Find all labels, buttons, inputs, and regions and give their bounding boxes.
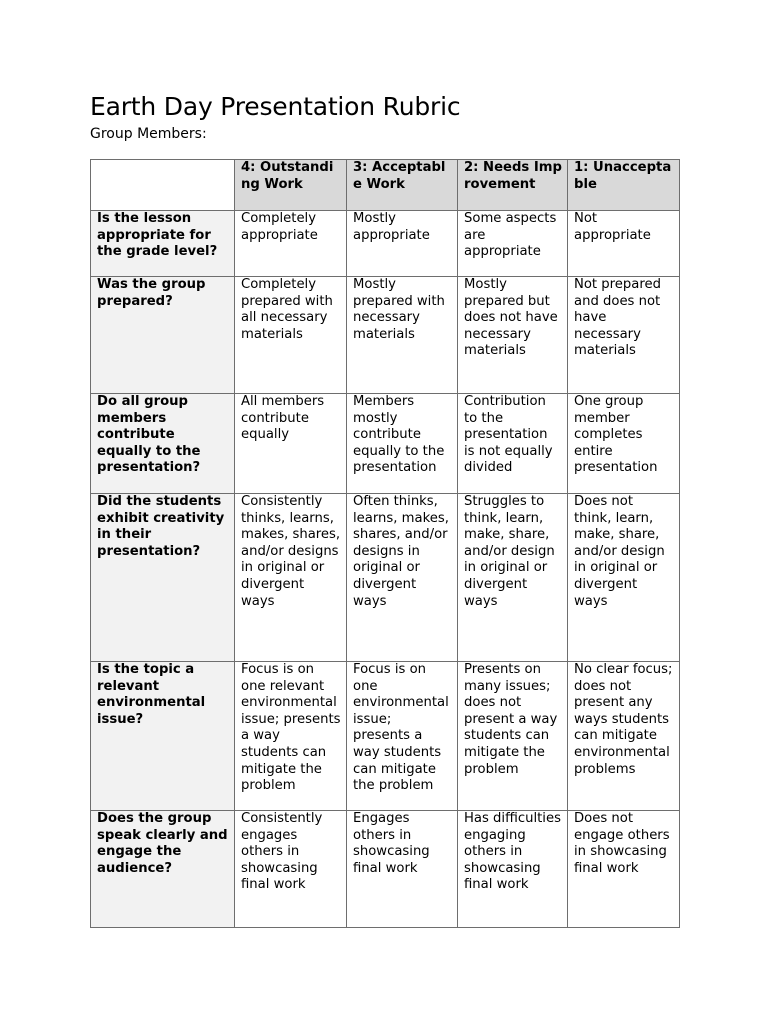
rubric-cell: Mostly appropriate bbox=[347, 211, 458, 277]
rubric-cell: Mostly prepared but does not have necessary materials bbox=[458, 277, 568, 394]
rubric-cell: Does not engage others in showcasing final work bbox=[568, 811, 680, 928]
rubric-cell: Members mostly contribute equally to the presentation bbox=[347, 394, 458, 494]
header-criteria bbox=[91, 160, 235, 211]
rubric-cell: Consistently thinks, learns, makes, shares, and/or designs in original or divergent ways bbox=[235, 494, 347, 662]
document-title: Earth Day Presentation Rubric bbox=[90, 92, 461, 121]
rubric-cell: Presents on many issues; does not present a way students can mitigate the problem bbox=[458, 662, 568, 811]
table-row bbox=[91, 662, 680, 811]
header-row bbox=[91, 160, 680, 211]
rubric-cell: Not appropriate bbox=[568, 211, 680, 277]
criterion-label: Is the topic a relevant environmental issue? bbox=[91, 662, 235, 811]
table-row bbox=[91, 211, 680, 277]
rubric-cell: Struggles to think, learn, make, share, and/or design in original or divergent ways bbox=[458, 494, 568, 662]
rubric-cell: One group member completes entire presentation bbox=[568, 394, 680, 494]
table-row bbox=[91, 394, 680, 494]
rubric-cell: Consistently engages others in showcasing final work bbox=[235, 811, 347, 928]
rubric-cell: Mostly prepared with necessary materials bbox=[347, 277, 458, 394]
rubric-cell: Some aspects are appropriate bbox=[458, 211, 568, 277]
table-row bbox=[91, 811, 680, 928]
header-level-3: 3: Acceptable Work bbox=[347, 160, 458, 211]
criterion-label: Does the group speak clearly and engage the audience? bbox=[91, 811, 235, 928]
rubric-cell: Completely appropriate bbox=[235, 211, 347, 277]
header-level-1: 1: Unacceptable bbox=[568, 160, 680, 211]
rubric-cell: Often thinks, learns, makes, shares, and/or designs in original or divergent ways bbox=[347, 494, 458, 662]
criterion-label: Is the lesson appropriate for the grade level? bbox=[91, 211, 235, 277]
rubric-table bbox=[90, 159, 680, 928]
criterion-label: Did the students exhibit creativity in their presentation? bbox=[91, 494, 235, 662]
rubric-cell: No clear focus; does not present any ways students can mitigate environmental problems bbox=[568, 662, 680, 811]
rubric-table-header bbox=[91, 160, 680, 211]
rubric-cell: All members contribute equally bbox=[235, 394, 347, 494]
criterion-label: Do all group members contribute equally to the presentation? bbox=[91, 394, 235, 494]
rubric-cell: Has difficulties engaging others in showcasing final work bbox=[458, 811, 568, 928]
rubric-cell: Completely prepared with all necessary materials bbox=[235, 277, 347, 394]
rubric-table-body bbox=[91, 211, 680, 928]
rubric-cell: Focus is on one environmental issue; presents a way students can mitigate the problem bbox=[347, 662, 458, 811]
rubric-cell: Does not think, learn, make, share, and/or design in original or divergent ways bbox=[568, 494, 680, 662]
group-members-label: Group Members: bbox=[90, 126, 207, 142]
rubric-cell: Engages others in showcasing final work bbox=[347, 811, 458, 928]
header-level-2: 2: Needs Improvement bbox=[458, 160, 568, 211]
table-row bbox=[91, 494, 680, 662]
header-level-4: 4: Outstanding Work bbox=[235, 160, 347, 211]
rubric-cell: Not prepared and does not have necessary materials bbox=[568, 277, 680, 394]
table-row bbox=[91, 277, 680, 394]
rubric-cell: Focus is on one relevant environmental issue; presents a way students can mitigate the problem bbox=[235, 662, 347, 811]
rubric-cell: Contribution to the presentation is not equally divided bbox=[458, 394, 568, 494]
criterion-label: Was the group prepared? bbox=[91, 277, 235, 394]
